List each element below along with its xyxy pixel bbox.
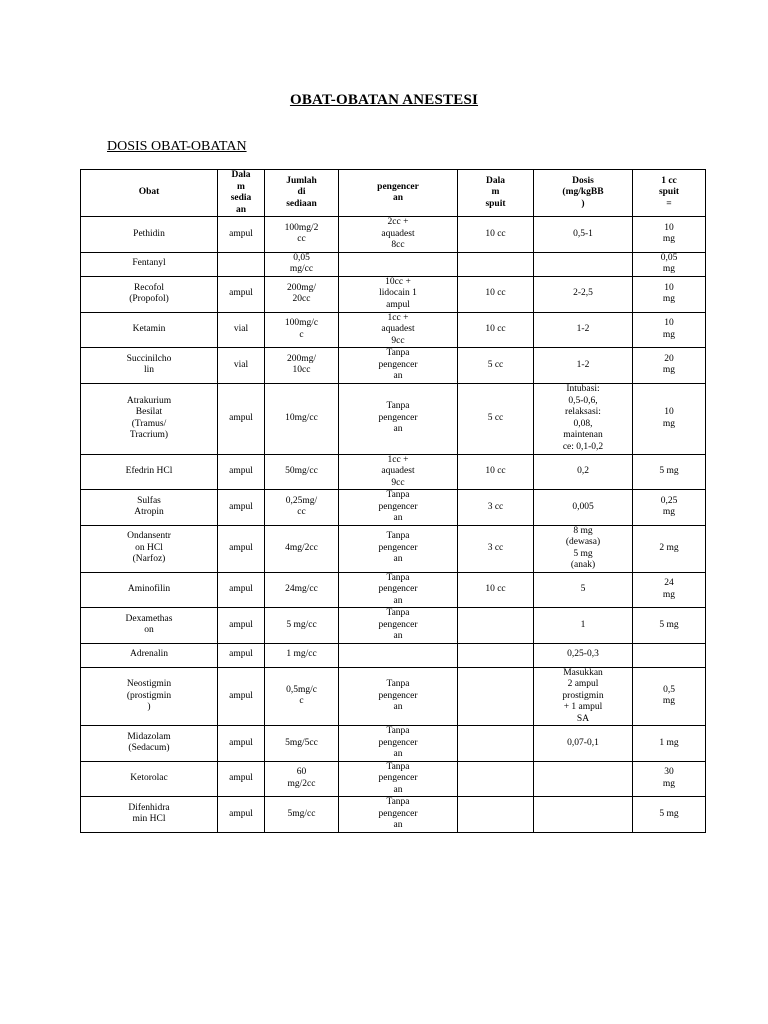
cell-value: ampul — [229, 288, 253, 299]
cell-value: 200mg/ 20cc — [286, 282, 317, 304]
cell-value: 1 — [580, 619, 586, 630]
table-cell-per-cc — [633, 276, 706, 312]
table-cell-dosis — [534, 608, 633, 644]
table-cell-pengenceran — [339, 252, 458, 276]
cell-value: ampul — [229, 773, 253, 783]
cell-value: Tanpa pengencer an — [378, 761, 418, 795]
table-cell-obat — [81, 643, 218, 667]
cell-value: Tanpa pengencer an — [378, 572, 418, 606]
cell-value: 5 mg — [659, 466, 679, 476]
cell-value: Midazolam (Sedacum) — [127, 731, 171, 754]
table-cell-obat — [81, 383, 218, 454]
cell-value: 10 cc — [485, 466, 506, 476]
table-cell-spuit — [458, 383, 534, 454]
table-cell-sediaan — [218, 490, 265, 526]
table-cell-spuit — [458, 797, 534, 833]
cell-value: 10 cc — [485, 324, 506, 334]
table-cell-sediaan — [218, 276, 265, 312]
table-cell-sediaan — [218, 252, 265, 276]
table-cell-dosis — [534, 643, 633, 667]
cell-value: 10 mg — [662, 222, 676, 245]
table-cell-obat — [81, 572, 218, 608]
cell-value: 0,2 — [577, 466, 589, 476]
cell-value: 200mg/ 10cc — [286, 353, 317, 376]
table-cell-pengenceran — [339, 312, 458, 348]
column-header-label: Jumlah di sediaan — [286, 175, 317, 209]
cell-value: 8 mg (dewasa) 5 mg (anak) — [565, 525, 601, 570]
column-header-sediaan — [218, 170, 265, 217]
table-cell-sediaan — [218, 608, 265, 644]
table-cell-dosis — [534, 525, 633, 572]
cell-value: Ondansentr on HCl (Narfoz) — [127, 531, 171, 565]
cell-value: Ketorolac — [130, 773, 168, 783]
table-cell-spuit — [458, 348, 534, 384]
cell-value: 10 mg — [662, 282, 676, 304]
table-cell-jumlah — [265, 490, 339, 526]
cell-value: 2-2,5 — [573, 288, 593, 299]
table-row — [81, 608, 706, 644]
column-header-obat — [81, 170, 218, 217]
cell-value: 50mg/cc — [285, 466, 318, 476]
cell-value: 100mg/2 cc — [284, 222, 319, 245]
cell-value: Dexamethas on — [125, 613, 173, 636]
table-cell-jumlah — [265, 383, 339, 454]
table-cell-obat — [81, 667, 218, 726]
cell-value: ampul — [229, 412, 253, 423]
table-cell-jumlah — [265, 643, 339, 667]
cell-value: Difenhidra min HCl — [128, 802, 170, 825]
table-cell-per-cc — [633, 312, 706, 348]
table-cell-jumlah — [265, 608, 339, 644]
table-cell-per-cc — [633, 761, 706, 797]
table-cell-obat — [81, 525, 218, 572]
table-cell-spuit — [458, 312, 534, 348]
cell-value: 30 mg — [662, 767, 676, 789]
cell-value: 0,5 mg — [662, 684, 676, 707]
table-cell-per-cc — [633, 525, 706, 572]
table-cell-per-cc — [633, 454, 706, 490]
table-cell-spuit — [458, 276, 534, 312]
cell-value: Tanpa pengencer an — [378, 490, 418, 523]
table-cell-pengenceran — [339, 217, 458, 253]
cell-value: Succinilcho lin — [126, 353, 172, 376]
cell-value: 0,07-0,1 — [567, 737, 599, 748]
table-cell-pengenceran — [339, 667, 458, 726]
table-cell-dosis — [534, 572, 633, 608]
column-header-label: 1 cc spuit = — [658, 175, 680, 209]
column-header-dosis — [534, 170, 633, 217]
table-cell-obat — [81, 608, 218, 644]
table-cell-spuit — [458, 490, 534, 526]
cell-value: ampul — [229, 808, 253, 819]
cell-value: 0,005 — [572, 501, 594, 512]
table-cell-pengenceran — [339, 572, 458, 608]
table-row — [81, 252, 706, 276]
cell-value: 2cc + aquadest 8cc — [381, 217, 415, 250]
cell-value: ampul — [229, 690, 253, 701]
cell-value: 5 mg — [659, 808, 679, 819]
table-cell-spuit — [458, 252, 534, 276]
table-cell-jumlah — [265, 572, 339, 608]
cell-value: 0,25-0,3 — [567, 649, 599, 660]
cell-value: 1-2 — [576, 324, 590, 334]
cell-value: Masukkan 2 ampul prostigmin + 1 ampul SA — [562, 667, 604, 724]
cell-value: 10 mg — [662, 318, 676, 340]
table-cell-sediaan — [218, 217, 265, 253]
cell-value: 3 cc — [487, 501, 504, 512]
table-row — [81, 643, 706, 667]
cell-value: 5 cc — [487, 412, 504, 423]
cell-value: 60 mg/2cc — [287, 767, 316, 789]
cell-value: 10 cc — [485, 584, 506, 594]
table-cell-jumlah — [265, 276, 339, 312]
table-cell-sediaan — [218, 454, 265, 490]
table-cell-pengenceran — [339, 276, 458, 312]
cell-value: 3 cc — [487, 542, 504, 553]
cell-value: 5 mg — [659, 619, 679, 630]
table-cell-pengenceran — [339, 525, 458, 572]
cell-value: 1cc + aquadest 9cc — [381, 312, 415, 346]
table-cell-pengenceran — [339, 608, 458, 644]
cell-value: Intubasi: 0,5-0,6, relaksasi: 0,08, maintenan ce: 0,1-0,2 — [562, 384, 604, 452]
table-cell-spuit — [458, 667, 534, 726]
table-cell-jumlah — [265, 667, 339, 726]
table-cell-jumlah — [265, 726, 339, 762]
table-cell-per-cc — [633, 667, 706, 726]
table-cell-obat — [81, 761, 218, 797]
column-header-spuit — [458, 170, 534, 217]
cell-value: Efedrin HCl — [125, 466, 173, 476]
cell-value: ampul — [229, 466, 253, 476]
cell-value: 10 cc — [485, 288, 506, 299]
table-row — [81, 312, 706, 348]
column-header-label: Dala m sedia an — [230, 170, 252, 215]
cell-value: 1 mg/cc — [286, 649, 317, 660]
cell-value: 0,25mg/ cc — [285, 495, 318, 518]
cell-value: 10cc + lidocain 1 ampul — [379, 276, 417, 310]
cell-value: ampul — [229, 619, 253, 630]
cell-value: 4mg/2cc — [285, 542, 318, 553]
column-header-label: Obat — [138, 187, 160, 198]
table-row — [81, 572, 706, 608]
table-cell-jumlah — [265, 312, 339, 348]
cell-value: Tanpa pengencer an — [378, 348, 418, 381]
table-cell-sediaan — [218, 667, 265, 726]
table-cell-per-cc — [633, 348, 706, 384]
table-row — [81, 348, 706, 384]
table-cell-dosis — [534, 276, 633, 312]
table-cell-pengenceran — [339, 797, 458, 833]
table-cell-jumlah — [265, 797, 339, 833]
cell-value: 1cc + aquadest 9cc — [381, 454, 415, 488]
table-cell-pengenceran — [339, 726, 458, 762]
table-cell-pengenceran — [339, 383, 458, 454]
table-row — [81, 726, 706, 762]
table-cell-jumlah — [265, 761, 339, 797]
table-cell-sediaan — [218, 761, 265, 797]
table-cell-jumlah — [265, 217, 339, 253]
cell-value: 5 — [580, 584, 586, 594]
cell-value: Tanpa pengencer an — [378, 401, 418, 435]
table-cell-dosis — [534, 797, 633, 833]
table-cell-sediaan — [218, 312, 265, 348]
cell-value: Pethidin — [133, 228, 165, 239]
table-cell-dosis — [534, 726, 633, 762]
table-cell-per-cc — [633, 572, 706, 608]
cell-value: 0,05 mg/cc — [289, 252, 314, 274]
cell-value: 5 mg/cc — [286, 619, 317, 630]
cell-value: Recofol (Propofol) — [129, 282, 169, 304]
table-row — [81, 454, 706, 490]
table-cell-pengenceran — [339, 643, 458, 667]
table-cell-sediaan — [218, 525, 265, 572]
cell-value: Tanpa pengencer an — [378, 679, 418, 712]
cell-value: ampul — [229, 584, 253, 594]
cell-value: Atrakurium Besilat (Tramus/ Tracrium) — [126, 395, 172, 440]
table-cell-per-cc — [633, 608, 706, 644]
table-header-row — [81, 170, 706, 217]
cell-value: 20 mg — [662, 353, 676, 376]
cell-value: 1-2 — [576, 359, 590, 370]
table-row — [81, 761, 706, 797]
table-row — [81, 490, 706, 526]
column-header-pengenceran — [339, 170, 458, 217]
column-header-label: pengencer an — [377, 181, 419, 203]
table-cell-sediaan — [218, 643, 265, 667]
cell-value: 0,5mg/c c — [286, 684, 317, 707]
table-row — [81, 383, 706, 454]
table-cell-pengenceran — [339, 761, 458, 797]
table-cell-spuit — [458, 525, 534, 572]
table-row — [81, 276, 706, 312]
table-cell-sediaan — [218, 797, 265, 833]
table-cell-sediaan — [218, 726, 265, 762]
table-cell-per-cc — [633, 383, 706, 454]
cell-value: Tanpa pengencer an — [378, 531, 418, 565]
cell-value: ampul — [229, 542, 253, 553]
table-cell-dosis — [534, 312, 633, 348]
table-cell-spuit — [458, 572, 534, 608]
page-title: OBAT-OBATAN ANESTESI — [289, 92, 479, 108]
table-cell-jumlah — [265, 454, 339, 490]
column-header-per-cc — [633, 170, 706, 217]
drug-dosage-table — [80, 169, 706, 833]
table-cell-sediaan — [218, 348, 265, 384]
cell-value: vial — [233, 324, 249, 334]
table-cell-per-cc — [633, 217, 706, 253]
table-cell-per-cc — [633, 643, 706, 667]
cell-value: Fentanyl — [132, 258, 166, 269]
cell-value: 5mg/5cc — [285, 737, 318, 748]
table-cell-per-cc — [633, 797, 706, 833]
cell-value: 1 mg — [659, 737, 679, 748]
table-cell-spuit — [458, 726, 534, 762]
column-header-label: Dala m spuit — [485, 175, 506, 209]
table-cell-dosis — [534, 761, 633, 797]
table-row — [81, 217, 706, 253]
table-cell-obat — [81, 797, 218, 833]
table-row — [81, 797, 706, 833]
table-cell-obat — [81, 348, 218, 384]
section-title: DOSIS OBAT-OBATAN — [107, 139, 247, 154]
cell-value: 10 mg — [662, 407, 676, 429]
cell-value: 0,25 mg — [660, 495, 678, 518]
cell-value: vial — [233, 359, 249, 370]
cell-value: 10 cc — [485, 228, 506, 239]
table-cell-obat — [81, 454, 218, 490]
cell-value: 0,05 mg — [660, 252, 678, 274]
table-cell-per-cc — [633, 726, 706, 762]
table-cell-per-cc — [633, 490, 706, 526]
cell-value: 0,5-1 — [573, 228, 593, 239]
table-cell-sediaan — [218, 572, 265, 608]
cell-value: 2 mg — [659, 542, 679, 553]
cell-value: Sulfas Atropin — [134, 495, 164, 518]
table-cell-dosis — [534, 217, 633, 253]
table-cell-obat — [81, 276, 218, 312]
table-cell-sediaan — [218, 383, 265, 454]
cell-value: ampul — [229, 649, 253, 660]
cell-value: Tanpa pengencer an — [378, 797, 418, 830]
cell-value: 10mg/cc — [285, 412, 318, 423]
cell-value: 5 cc — [487, 359, 504, 370]
table-cell-dosis — [534, 490, 633, 526]
cell-value: ampul — [229, 737, 253, 748]
cell-value: Tanpa pengencer an — [378, 726, 418, 759]
table-cell-per-cc — [633, 252, 706, 276]
cell-value: Ketamin — [132, 324, 166, 334]
table-cell-obat — [81, 312, 218, 348]
table-cell-dosis — [534, 252, 633, 276]
table-cell-pengenceran — [339, 348, 458, 384]
table-cell-obat — [81, 217, 218, 253]
table-row — [81, 667, 706, 726]
table-cell-spuit — [458, 217, 534, 253]
table-cell-dosis — [534, 454, 633, 490]
column-header-label: Dosis (mg/kgBB ) — [562, 175, 604, 209]
column-header-jumlah — [265, 170, 339, 217]
table-cell-dosis — [534, 383, 633, 454]
cell-value: 24mg/cc — [285, 584, 318, 594]
cell-value: Adrenalin — [130, 649, 168, 660]
table-body — [81, 217, 706, 833]
table-cell-obat — [81, 726, 218, 762]
cell-value: 24 mg — [662, 578, 676, 600]
table-cell-jumlah — [265, 252, 339, 276]
table-cell-dosis — [534, 667, 633, 726]
cell-value: 5mg/cc — [287, 808, 316, 819]
cell-value: Aminofilin — [127, 584, 171, 594]
table-cell-spuit — [458, 608, 534, 644]
table-cell-jumlah — [265, 348, 339, 384]
table-cell-spuit — [458, 454, 534, 490]
table-cell-pengenceran — [339, 490, 458, 526]
cell-value: Tanpa pengencer an — [378, 608, 418, 641]
table-cell-jumlah — [265, 525, 339, 572]
table-cell-dosis — [534, 348, 633, 384]
table-row — [81, 525, 706, 572]
cell-value: ampul — [229, 228, 253, 239]
table-cell-spuit — [458, 643, 534, 667]
table-cell-obat — [81, 490, 218, 526]
cell-value: ampul — [229, 501, 253, 512]
cell-value: Neostigmin (prostigmin ) — [126, 679, 172, 712]
table-cell-spuit — [458, 761, 534, 797]
table-cell-obat — [81, 252, 218, 276]
cell-value: 100mg/c c — [284, 318, 319, 340]
table-cell-pengenceran — [339, 454, 458, 490]
